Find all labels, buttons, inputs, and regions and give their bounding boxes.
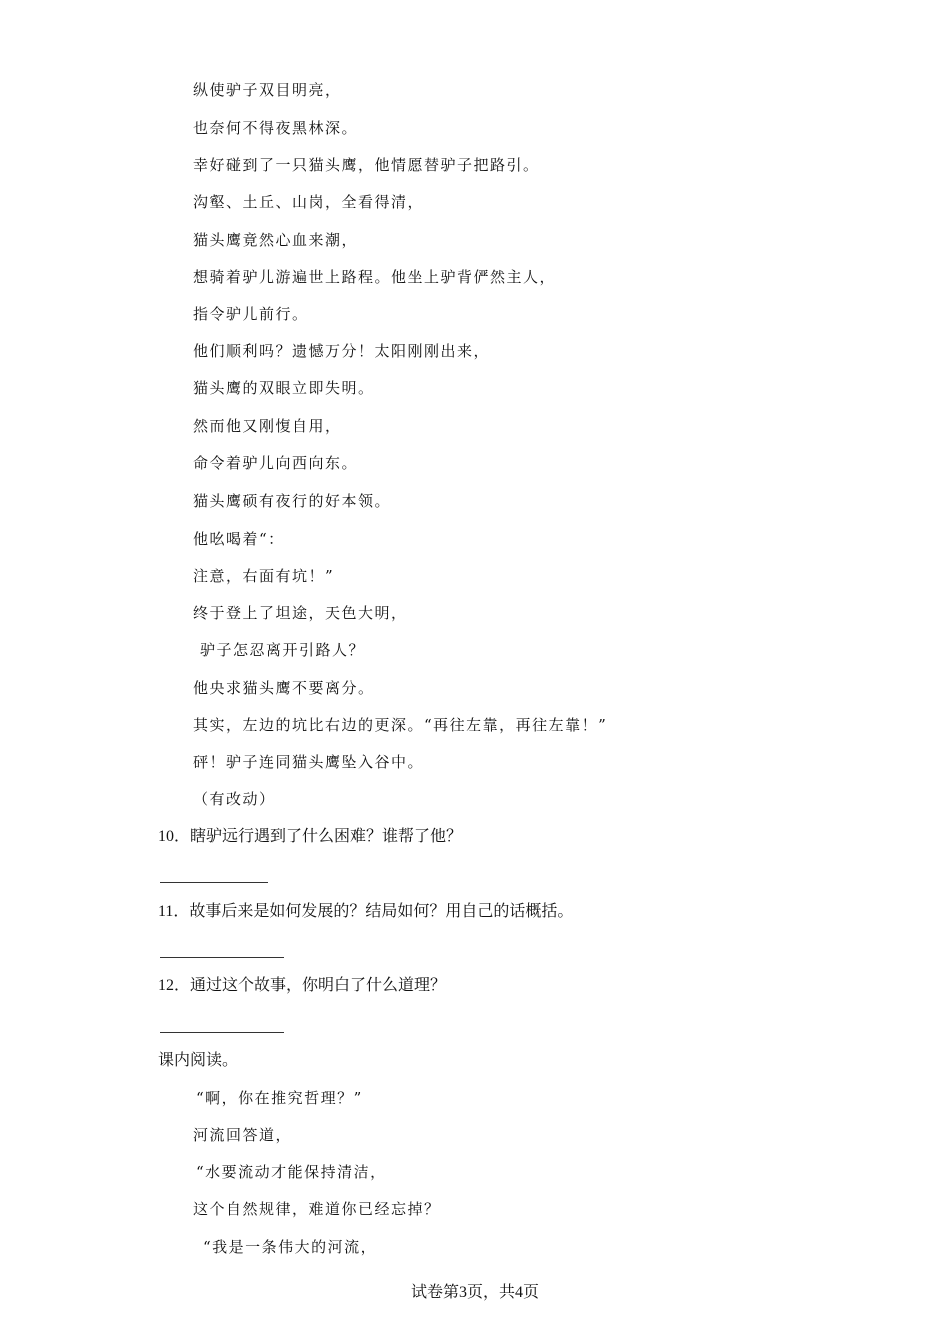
reading-line: “水要流动才能保持清洁， xyxy=(196,1163,387,1181)
poem-line: 然而他又刚愎自用， xyxy=(193,417,342,435)
poem-line: 猫头鹰的双眼立即失明。 xyxy=(193,379,375,397)
poem-line: 驴子怎忍离开引路人？ xyxy=(200,641,366,659)
question-12: 12．通过这个故事，你明白了什么道理？ xyxy=(158,977,447,994)
poem-line: 猫头鹰竟然心血来潮， xyxy=(193,231,359,249)
question-11: 11．故事后来是如何发展的？结局如何？用自己的话概括。 xyxy=(158,903,574,920)
answer-line-10[interactable] xyxy=(160,882,268,883)
reading-line: 河流回答道， xyxy=(193,1126,293,1144)
poem-line: 沟壑、土丘、山岗，全看得清， xyxy=(193,193,425,211)
poem-line: 砰！驴子连同猫头鹰坠入谷中。 xyxy=(193,753,425,771)
reading-line: 这个自然规律，难道你已经忘掉？ xyxy=(193,1200,441,1218)
poem-line: 命令着驴儿向西向东。 xyxy=(193,454,359,472)
page-footer: 试卷第3页，共4页 xyxy=(410,1284,539,1301)
poem-line: 纵使驴子双目明亮， xyxy=(193,81,342,99)
poem-line: 注意，右面有坑！” xyxy=(193,567,335,585)
poem-line: 猫头鹰硕有夜行的好本领。 xyxy=(193,492,392,510)
reading-line: “我是一条伟大的河流， xyxy=(203,1238,378,1256)
poem-line: 幸好碰到了一只猫头鹰，他情愿替驴子把路引。 xyxy=(193,156,540,174)
poem-line: 终于登上了坦途，天色大明， xyxy=(193,604,408,622)
answer-line-12[interactable] xyxy=(160,1032,284,1033)
poem-line: 他们顺利吗？遗憾万分！太阳刚刚出来， xyxy=(193,342,491,360)
poem-line: 指令驴儿前行。 xyxy=(193,305,309,323)
reading-line: “啊，你在推究哲理？” xyxy=(196,1089,363,1107)
poem-line: 他吆喝着“： xyxy=(193,530,285,548)
poem-line: 想骑着驴儿游遍世上路程。他坐上驴背俨然主人， xyxy=(193,268,557,286)
poem-line: 他央求猫头鹰不要离分。 xyxy=(193,679,375,697)
question-10: 10．瞎驴远行遇到了什么困难？谁帮了他？ xyxy=(158,828,463,845)
poem-line: 也奈何不得夜黑林深。 xyxy=(193,119,359,137)
source-note: （有改动） xyxy=(193,790,276,808)
section-title: 课内阅读。 xyxy=(158,1052,239,1069)
poem-line: 其实，左边的坑比右边的更深。“再往左靠，再往左靠！” xyxy=(193,716,608,734)
answer-line-11[interactable] xyxy=(160,957,284,958)
